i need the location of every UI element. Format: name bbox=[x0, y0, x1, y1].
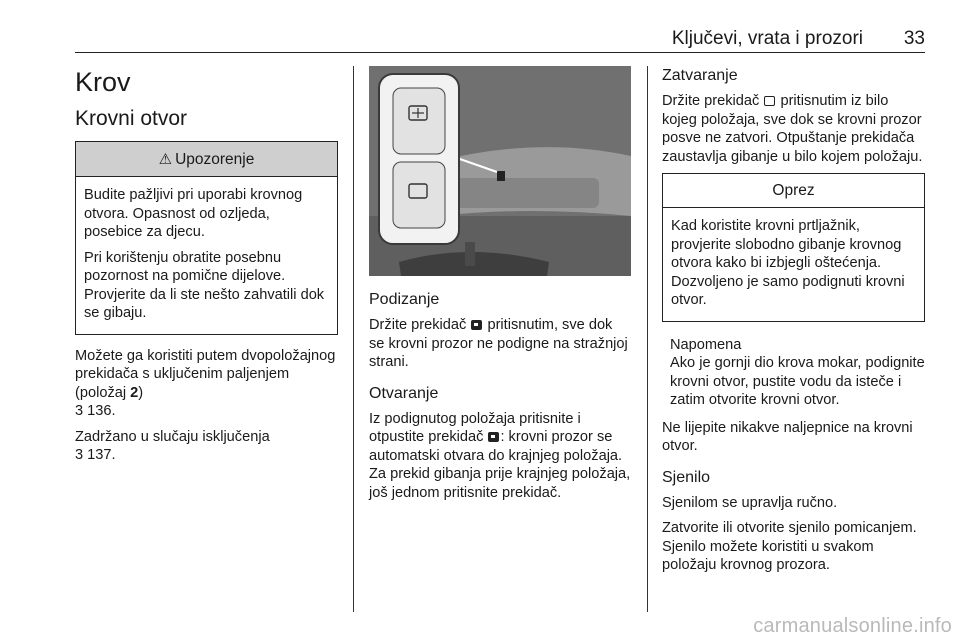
warning-triangle-icon: ⚠ bbox=[158, 151, 173, 168]
opening-text-b: : krovni prozor se automatski otvara do krajnjeg položaja. Za prekid gibanja prije krajnjeg položaja, još jednom pritisnite prekidač. bbox=[369, 429, 631, 501]
stickers-paragraph: Ne lijepite nikakve naljepnice na krovni otvor. bbox=[662, 419, 913, 454]
note-text: Ako je gornji dio krova mokar, podignite krovni otvor, pustite vodu da isteče i zatim otvorite krovni otvor. bbox=[670, 355, 925, 408]
caution-text: Kad koristite krovni prtljažnik, provjerite slobodno gibanje krovnog otvora kako bi izbjegli oštećenja. Dozvoljeno je samo podignuti krovni otvor. bbox=[671, 218, 905, 308]
page-reference-137[interactable]: 3 137. bbox=[75, 447, 116, 463]
column-1 bbox=[75, 66, 338, 472]
closing-text-b: pritisnutim iz bilo kojeg položaja, sve dok se krovni prozor posve ne zatvori. Otpuštanje prekidača zaustavlja gibanje u bilo kojem položaju. bbox=[662, 93, 923, 165]
column-2 bbox=[369, 66, 631, 509]
caution-header: Oprez bbox=[663, 174, 924, 208]
caution-body bbox=[663, 208, 924, 321]
warning-box bbox=[75, 141, 338, 335]
retained-power-text: Zadržano u slučaju isključenja bbox=[75, 428, 270, 445]
shade-paragraph-2: Zatvorite ili otvorite sjenilo pomicanjem. Sjenilo možete koristiti u svakom položaju krovnog prozora. bbox=[662, 520, 917, 573]
closing-text-a: Držite prekidač bbox=[662, 93, 760, 109]
warning-body bbox=[76, 177, 337, 334]
warning-header bbox=[76, 142, 337, 177]
lifting-heading: Podizanje bbox=[369, 291, 440, 308]
caution-box bbox=[662, 173, 925, 322]
closing-paragraph bbox=[662, 92, 925, 166]
sunroof-tilt-switch-icon bbox=[488, 432, 499, 442]
lifting-paragraph bbox=[369, 316, 631, 372]
usage-text-bold: 2 bbox=[130, 384, 139, 401]
watermark: carmanualsonline.info bbox=[753, 615, 952, 637]
warning-title: Upozorenje bbox=[175, 151, 255, 168]
lifting-text-b: pritisnutim, sve dok se krovni prozor ne podigne na stražnjoj strani. bbox=[369, 317, 628, 370]
sunroof-tilt-switch-icon bbox=[471, 320, 482, 330]
opening-paragraph bbox=[369, 410, 631, 503]
usage-paragraph bbox=[75, 347, 338, 421]
lifting-text-a: Držite prekidač bbox=[369, 317, 467, 333]
section-title: Krov bbox=[75, 67, 131, 97]
page-header bbox=[75, 22, 925, 53]
usage-text-a: Možete ga koristiti putem dvopoložajnog prekidača s uključenim paljenjem (položaj bbox=[75, 347, 336, 401]
shade-paragraph-1: Sjenilom se upravlja ručno. bbox=[662, 494, 838, 511]
usage-text-b: ) bbox=[138, 384, 144, 401]
retained-power-paragraph bbox=[75, 428, 338, 465]
warning-paragraph-1: Budite pažljivi pri uporabi krovnog otvora. Opasnost od ozljeda, posebice za djecu. bbox=[84, 187, 303, 240]
page-number: 33 bbox=[903, 28, 925, 49]
sunroof-close-switch-icon bbox=[764, 96, 775, 106]
closing-heading: Zatvaranje bbox=[662, 67, 738, 84]
column-divider-1 bbox=[353, 66, 354, 612]
page-reference-136[interactable]: 3 136. bbox=[75, 403, 116, 419]
shade-heading: Sjenilo bbox=[662, 468, 711, 486]
column-divider-2 bbox=[647, 66, 648, 612]
column-3 bbox=[662, 66, 925, 582]
note-label: Napomena bbox=[670, 336, 742, 353]
subsection-title: Krovni otvor bbox=[75, 107, 188, 130]
header-title: Ključevi, vrata i prozori bbox=[671, 28, 863, 49]
note-block bbox=[670, 336, 925, 410]
sunroof-switch-photo bbox=[369, 66, 631, 276]
warning-paragraph-2: Pri korištenju obratite posebnu pozornost na pomične dijelove. Provjerite da li ste nešto zahvatili dok se gibaju. bbox=[84, 249, 325, 321]
opening-heading: Otvaranje bbox=[369, 384, 439, 402]
opening-text-a: Iz podignutog položaja pritisnite i otpustite prekidač bbox=[369, 410, 581, 445]
